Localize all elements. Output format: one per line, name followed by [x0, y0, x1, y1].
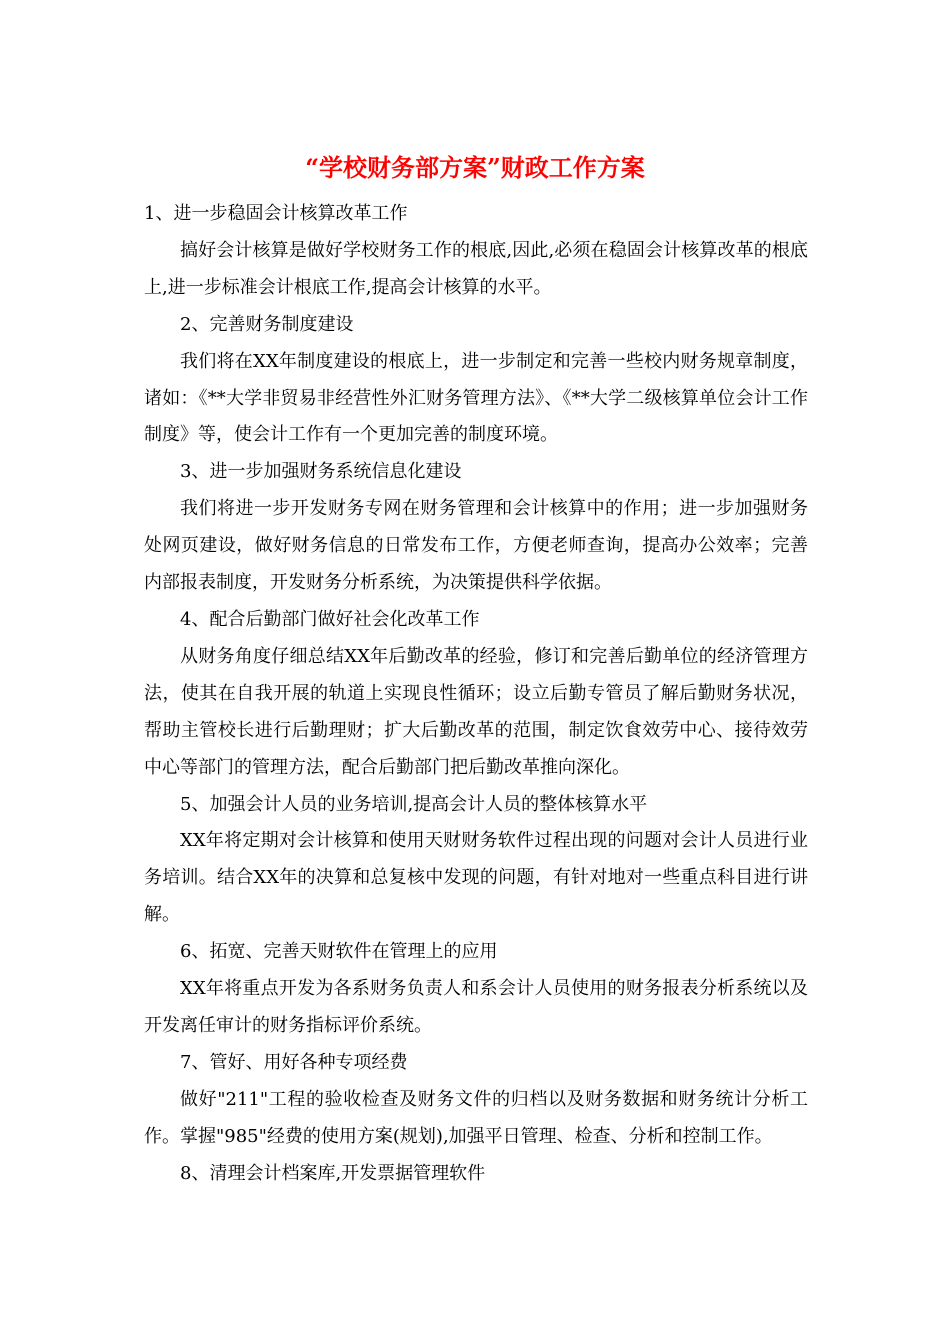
section-body-4: 从财务角度仔细总结XX年后勤改革的经验，修订和完善后勤单位的经济管理方法，使其在自我开展的轨道上实现良性循环；设立后勤专管员了解后勤财务状况，帮助主管校长进行后勤理财；扩大后勤改革的范围，制定饮食效劳中心、接待效劳中心等部门的管理方法，配合后勤部门把后勤改革推向深化。 — [144, 645, 808, 778]
section-body-3: 我们将进一步开发财务专网在财务管理和会计核算中的作用；进一步加强财务处网页建设，做好财务信息的日常发布工作，方便老师查询，提高办公效率；完善内部报表制度，开发财务分析系统，为决策提供科学依据。 — [144, 498, 808, 594]
section-heading-2: 2、完善财务制度建设 — [180, 313, 354, 335]
section-heading-4: 4、配合后勤部门做好社会化改革工作 — [180, 608, 480, 630]
section-body-7: 做好"211"工程的验收检查及财务文件的归档以及财务数据和财务统计分析工作。掌握"985"经费的使用方案(规划),加强平日管理、检查、分析和控制工作。 — [144, 1088, 808, 1147]
section-heading-1: 1、进一步稳固会计核算改革工作 — [144, 203, 408, 224]
section-body-5: XX年将定期对会计核算和使用天财财务软件过程出现的问题对会计人员进行业务培训。结合XX年的决算和总复核中发现的问题，有针对地对一些重点科目进行讲解。 — [144, 830, 808, 926]
section-heading-6: 6、拓宽、完善天财软件在管理上的应用 — [180, 941, 498, 963]
section-body-2: 我们将在XX年制度建设的根底上，进一步制定和完善一些校内财务规章制度，诸如：《**大学非贸易非经营性外汇财务管理方法》、《**大学二级核算单位会计工作制度》等，使会计工作有一个更加完善的制度环境。 — [144, 350, 808, 446]
section-body-1: 搞好会计核算是做好学校财务工作的根底,因此,必须在稳固会计核算改革的根底上,进一步标准会计根底工作,提高会计核算的水平。 — [144, 239, 808, 298]
section-heading-7: 7、管好、用好各种专项经费 — [180, 1051, 408, 1073]
section-heading-8: 8、清理会计档案库,开发票据管理软件 — [180, 1162, 486, 1184]
section-body-6: XX年将重点开发为各系财务负责人和系会计人员使用的财务报表分析系统以及开发离任审计的财务指标评价系统。 — [144, 978, 808, 1036]
document-title: “学校财务部方案”财政工作方案 — [305, 153, 645, 182]
document-body — [144, 196, 808, 1192]
section-heading-3: 3、进一步加强财务系统信息化建设 — [180, 461, 462, 483]
section-heading-5: 5、加强会计人员的业务培训,提高会计人员的整体核算水平 — [180, 793, 648, 815]
